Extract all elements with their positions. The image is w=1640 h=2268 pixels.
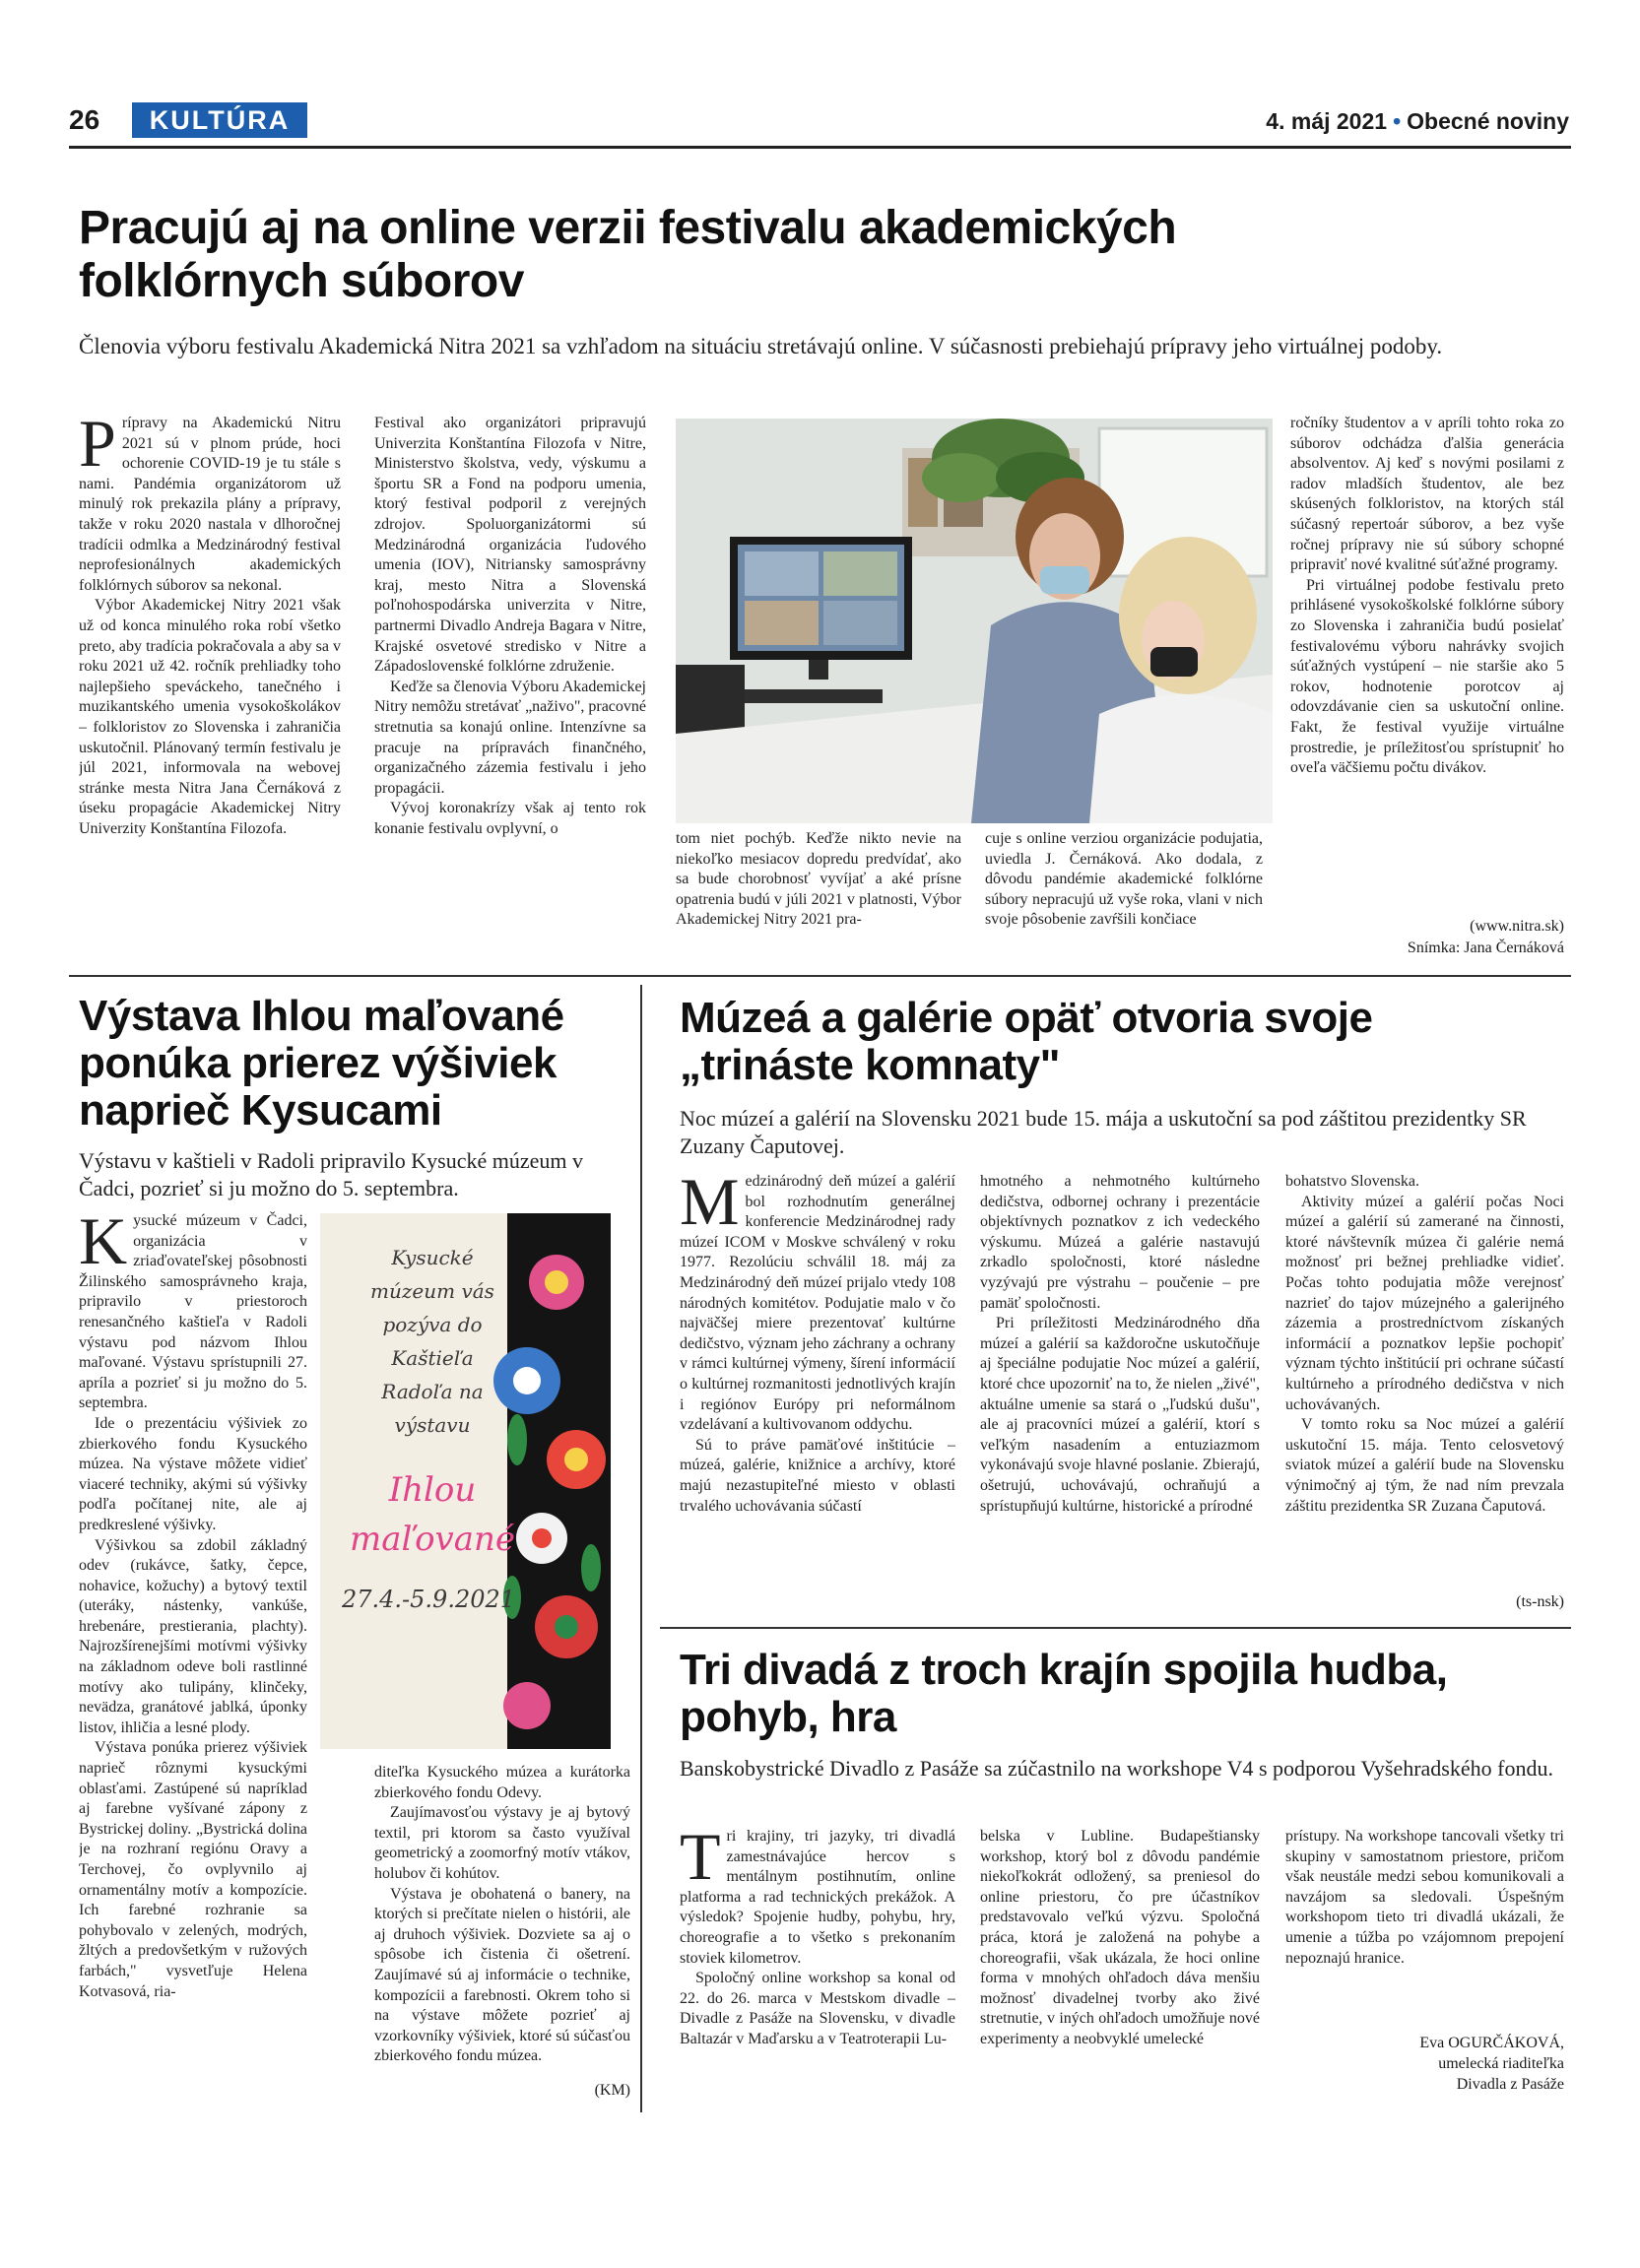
poster-dates: 27.4.-5.9.2021: [341, 1586, 516, 1613]
article1-col1: [79, 414, 341, 965]
article3-title: [680, 995, 1566, 1089]
article3-lead: Noc múzeí a galérií na Slovensku 2021 bude 15. mája a uskutoční sa pod záštitou prezidentky SR Zuzany Čaputovej.: [680, 1106, 1527, 1158]
article4-col1: [680, 1827, 955, 2103]
article1-photo-credit: Snímka: Jana Černáková: [1407, 940, 1564, 956]
article3-para: Sú to práve pamäťové inštitúcie – múzeá, galérie, knižnice a archívy, ktoré majú nezastupiteľné miesto v oblasti trvalého uchovávania súčastí: [680, 1436, 955, 1515]
article3-title-line2: „trináste komnaty": [680, 1041, 1060, 1089]
article4-lead: Banskobystrické Divadlo z Pasáže sa zúčastnilo na workshope V4 s podporou Vyšehradského fondu.: [680, 1756, 1553, 1781]
article2-para: Výstava je obohatená o banery, na ktorých si prečítate nielen o histórii, ale aj druhoch výšiviek. Dozviete sa aj o spôsobe ich čistenia či ošetrení. Zaujímavé sú aj informácie o technike, kompozícii a farebnosti. Okrem toho si na výstave môžete pozrieť aj vzorkovníky výšiviek, ktoré sú súčasťou zbierkového fondu múzea.: [374, 1885, 630, 2065]
article1-para: ročníky študentov a v apríli tohto roka zo súborov odchádza ďalšia generácia absolventov. Aj keď s novými posilami z radov mladších študentov, ale bez skúsených folkloristov, na ktorých stál súčasný repertoár súborov, a bez vyše ročnej prípravy nie sú súbory schopné pripraviť nové kvalitné súťažné programy.: [1290, 415, 1564, 574]
poster-line3: pozýva do: [382, 1313, 483, 1336]
article2-col1: [79, 1211, 307, 2103]
article2-para: Výstava ponúka prierez výšiviek naprieč rôznymi kysuckými oblasťami. Zastúpené sú napríklad aj farebne vyšívané zápony z Bystrickej doliny. „Bystrická dolina je na rozhraní regiónu Oravy a Terchovej, čo ovplyvnilo aj ornamentálny motív a kompozície. Ich farebné rozhranie sa pohybovalo v zelených, modrých, žltých a predovšetkým v ružových farbách," vysvetľuje Helena Kotvasová, ria-: [79, 1739, 307, 2000]
article4-para: prístupy. Na workshope tancovali všetky tri skupiny v samostatnom priestore, pričom však neustále medzi sebou komunikovali a navzájom sa sledovali. Úspešným workshopom tieto tri divadlá ukázali, že umenie a túžba po vzájomnom prepojení nepoznajú hranice.: [1285, 1828, 1564, 1967]
poster-line2: múzeum vás: [370, 1279, 494, 1303]
article1-para: Pri virtuálnej podobe festivalu preto prihlásené vysokoškolské folklórne súbory zo Slovenska i zahraničia budú posielať festivalovému výboru nahrávky svojich súťažných vystúpení – nie staršie ako 5 rokov, hodnotenie porotcov aj odovzdávanie cien sa uskutoční online. Fakt, že festival využije virtuálne prostredie, je príležitosťou sprístupniť ho oveľa väčšiemu počtu divákov.: [1290, 576, 1564, 777]
divider-vertical: [640, 985, 642, 2112]
article3-para: Pri príležitosti Medzinárodného dňa múzeí a galérií sa každoročne uskutočňuje aj špeciálne podujatie Noc múzeí a galérií, ktoré chce upozorniť na to, že nielen „živé", aktuálne umenie sa stará o „ľudskú dušu", ale aj pracovníci múzeí a galérií, ktorí s veľkým nasadením a entuziazmom vykonávajú svoje hlavné poslanie. Zbierajú, ošetrujú, uchovávajú, ochraňujú a sprístupňujú kultúrne, historické a prírodné: [980, 1315, 1260, 1515]
drop-cap: P: [79, 414, 116, 481]
article4-col2: [980, 1827, 1260, 2103]
article3-para: hmotného a nehmotného kultúrneho dedičstva, odbornej ochrany i prezentácie objektívnych poznatkov z ich vedeckého výskumu. Múzeá a galérie nastavujú zrkadlo spoločnosti, ktoré následne vyzývajú pre výstrahu – poučenie – pre pamäť spoločnosti.: [980, 1173, 1260, 1312]
article4-para: Tri krajiny, tri jazyky, tri divadlá zamestnávajúce hercov s mentálnym postihnutím, online platforma a rad technických prekážok. A výsledok? Spojenie hudby, pohybu, hry, choreografie a to všetko s prekonaním stoviek kilometrov.: [680, 1827, 955, 1967]
article3-para: Medzinárodný deň múzeí a galérií bol rozhodnutím generálnej konferencie Medzinárodnej rady múzeí ICOM v Moskve schválený v roku 1977. Rezolúciu schválil 18. máj za Medzinárodný deň múzeí prijalo vtedy 108 národných komitétov. Podujatie malo v čo najväčšej miere prezentovať kultúrne dedičstvo, význam jeho záchrany a ochrany v rámci kultúrnej výmeny, šírení informácií o kultúrnej rozmanitosti jednotlivých krajín i regiónov Európy pri neformálnom vzdelávaní a kultivovanom oddychu.: [680, 1172, 955, 1434]
article4-para: Spoločný online workshop sa konal od 22. do 26. marca v Mestskom divadle – Divadle z Pasáže na Slovensku, v divadle Baltazár v Maďarsku a v Teatroterapii Lu-: [680, 1970, 955, 2047]
article3-col2: [980, 1172, 1260, 1615]
article2-para: Ide o prezentáciu výšiviek zo zbierkového fondu Kysuckého múzea. Na výstave môžete vidieť viaceré techniky, akými sú výšivky podľa počítanej nite, ale aj predkreslené výšivky.: [79, 1414, 307, 1533]
article1-title: [79, 202, 1556, 308]
article1-col2: [374, 414, 646, 965]
article4-col3: [1285, 1827, 1564, 1999]
article1-para: Festival ako organizátori pripravujú Univerzita Konštantína Filozofa v Nitre, Ministerstvo školstva, vedy, výskumu a športu SR a Fond na podporu umenia, ktorý festival podporil z verejných zdrojov. Spoluorganizátormi sú Medzinárodná organizácia ľudového umenia (IOV), Nitriansky samosprávny kraj, mesto Nitra a Slovenská poľnohospodárska univerzita v Nitre, partnermi Divadlo Andreja Bagara v Nitre, Krajské osvetové stredisko v Nitre a Západoslovenské folklórne združenie.: [374, 415, 646, 676]
article1-source: (www.nitra.sk): [1470, 918, 1564, 935]
poster-title2: maľované: [349, 1520, 516, 1559]
article2-title-line1: Výstava Ihlou maľované: [79, 992, 564, 1040]
poster-title1: Ihlou: [388, 1470, 477, 1510]
divider-right: [660, 1627, 1571, 1629]
article2-para: Výšivkou sa zdobil základný odev (rukávce, šatky, čepce, nohavice, kožuchy) a bytový textil (uteráky, nástenky, vankúše, hrebenáre, prestierania, plachty). Najrozšírenejšími motívmi výšivky na základnom odeve boli rastlinné motívy ako tulipány, klinčeky, nevädza, granátové jablká, úponky listov, ihličia a lesné plody.: [79, 1536, 307, 1736]
author-role2: Divadla z Pasáže: [1456, 2076, 1564, 2093]
article3-para: V tomto roku sa Noc múzeí a galérií uskutoční 15. mája. Tento celosvetový sviatok múzeí a galérií bude na Slovensku výnimočný aj tým, že nad ním prevzala záštitu prezidentka SR Zuzana Čaputová.: [1285, 1416, 1564, 1515]
article3-title-line1: Múzeá a galérie opäť otvoria svoje: [680, 994, 1373, 1042]
poster-line5: Radoľa na: [381, 1380, 484, 1403]
article1-photo: [676, 419, 1273, 823]
article1-para: tom niet pochýb. Keďže nikto nevie na niekoľko mesiacov dopredu predvídať, ako sa bude chorobnosť vyvíjať a aké prísne opatrenia budú v júli 2021 v platnosti, Výbor Akademickej Nitry 2021 pra-: [676, 830, 961, 929]
poster-line6: výstavu: [394, 1413, 471, 1437]
article3-col3: [1285, 1172, 1564, 1590]
article1-title-line2: folklórnych súborov: [79, 255, 524, 307]
article2-title: [79, 993, 630, 1134]
article4-title-line2: pohyb, hra: [680, 1693, 896, 1741]
header-rule: [69, 146, 1571, 149]
section-tag: KULTÚRA: [132, 102, 307, 138]
poster-text: [334, 1241, 531, 1442]
article2-lead: Výstavu v kaštieli v Radoli pripravilo Kysucké múzeum v Čadci, pozrieť si ju možno do 5. septembra.: [79, 1148, 584, 1200]
article1-para: Prípravy na Akademickú Nitru 2021 sú v plnom prúde, hoci ochorenie COVID-19 je tu stále s nami. Pandémia organizátorom už minulý rok prekazila plány a prípravy, takže v roku 2020 nastala v dlhoročnej tradícii odmlka a Medzinárodný festival neprofesionálnych akademických folklórnych súborov sa nekonal.: [79, 414, 341, 594]
article3-para: bohatstvo Slovenska.: [1285, 1173, 1419, 1190]
article4-title: [680, 1647, 1566, 1741]
author-name: Eva OGURČÁKOVÁ,: [1419, 2035, 1564, 2051]
article3-para: Aktivity múzeí a galérií počas Noci múzeí a galérií sú zamerané na činnosti, ktoré návštevník múzea či galérie nemá možnosť pri bežnej prehliadke vidieť. Počas tohto podujatia môže verejnosť nazrieť do tajov múzejného a galerijného zázemia a prostredníctvom získaných informácií a poznatkov lepšie pochopiť význam týchto inštitúcií pri ochrane súčastí kultúrneho a prírodného dedičstva v nich uchovávaných.: [1285, 1193, 1564, 1413]
article1-para: cuje s online verziou organizácie podujatia, uviedla J. Černáková. Ako dodala, z dôvodu pandémie akademické folklórne súbory nepracujú už vyše roka, vlani v nich svoje pôsobenie zavŕšili končiace: [985, 830, 1263, 929]
article1-title-line1: Pracujú aj na online verzii festivalu akademických: [79, 202, 1177, 254]
page-number: 26: [69, 104, 100, 135]
author-role1: umelecká riaditeľka: [1438, 2055, 1564, 2072]
office-photo-illustration: [676, 419, 1273, 823]
drop-cap: M: [680, 1172, 740, 1239]
drop-cap: T: [680, 1827, 721, 1894]
poster-title: [334, 1465, 531, 1564]
issue-date: 4. máj 2021: [1266, 108, 1388, 134]
article1-lead: Členovia výboru festivalu Akademická Nitra 2021 sa vzhľadom na situáciu stretávajú online. V súčasnosti prebiehajú prípravy jeho virtuálnej podoby.: [79, 334, 1443, 358]
separator-dot: •: [1393, 108, 1402, 134]
article1-col4: [985, 829, 1263, 967]
article4-para: belska v Lubline. Budapeštiansky workshop, ktorý bol z dôvodu pandémie niekoľkokrát odložený, sa preniesol do online priestoru, čo pre účastníkov predstavovalo veľkú výzvu. Spoločná práca, ktorá je založená na pohybe a choreografii, však ukázala, že hoci online forma v mnohých ohľadoch dáva menšiu možnosť divadelnej tvorby ako živé stretnutie, v iných ohľadoch umožňuje nové experimenty a neobvyklé umelecké: [980, 1828, 1260, 2047]
article1-col5: [1290, 414, 1564, 892]
article3-signature: (ts-nsk): [1516, 1593, 1564, 1610]
article2-para: diteľka Kysuckého múzea a kurátorka zbierkového fondu Odevy.: [374, 1764, 630, 1801]
exhibition-poster: [320, 1213, 611, 1749]
article4-title-line1: Tri divadá z troch krajín spojila hudba,: [680, 1646, 1448, 1694]
article2-title-line2: ponúka prierez výšiviek: [79, 1039, 557, 1087]
article3-col1: [680, 1172, 955, 1615]
poster-line1: Kysucké: [391, 1246, 474, 1269]
article1-para: Vývoj koronakrízy však aj tento rok konanie festivalu ovplyvní, o: [374, 800, 646, 837]
article2-title-line3: naprieč Kysucami: [79, 1086, 442, 1134]
poster-line4: Kaštieľa: [391, 1346, 474, 1370]
issue-info: [1266, 108, 1569, 135]
article2-para: Zaujímavosťou výstavy je aj bytový textil, pri ktorom sa často využíval geometrický a zoomorfný motív vtákov, holubov či kohútov.: [374, 1804, 630, 1882]
article1-para: Keďže sa členovia Výboru Akademickej Nitry nemôžu stretávať „naživo", pracovné stretnutia sa konajú online. Intenzívne sa pracuje na prípravách finančného, organizačného zázemia festivalu i jeho propagácii.: [374, 678, 646, 797]
article1-para: Výbor Akademickej Nitry 2021 však už od konca minulého roka robí všetko preto, aby tradícia pokračovala a aby sa v roku 2021 už 42. ročník prehliadky toho najlepšieho speváckeho, tanečného i muzikantského umenia vysokoškolákov – folkloristov zo Slovenska i zahraničia uskutočnil. Plánovaný termín festivalu je júl 2021, informovala na webovej stránke mesta Nitra Jana Černáková z úseku propagácie Akademickej Nitry Univerzity Konštantína Filozofa.: [79, 597, 341, 837]
publication-name: Obecné noviny: [1407, 108, 1569, 134]
article2-col2: [374, 1763, 630, 2078]
drop-cap: K: [79, 1211, 128, 1278]
article1-col3: [676, 829, 961, 967]
article2-signature: (KM): [594, 2082, 630, 2099]
divider-mid: [69, 975, 1571, 977]
article4-author: [1285, 2033, 1564, 2095]
article2-para: Kysucké múzeum v Čadci, organizácia v zriaďovateľskej pôsobnosti Žilinského samosprávneho kraja, pripravilo v priestoroch renesančného kaštieľa v Radoli výstavu pod názvom Ihlou maľované. Výstavu sprístupnili 27. apríla a pozrieť si ju možno do 5. septembra.: [79, 1211, 307, 1412]
